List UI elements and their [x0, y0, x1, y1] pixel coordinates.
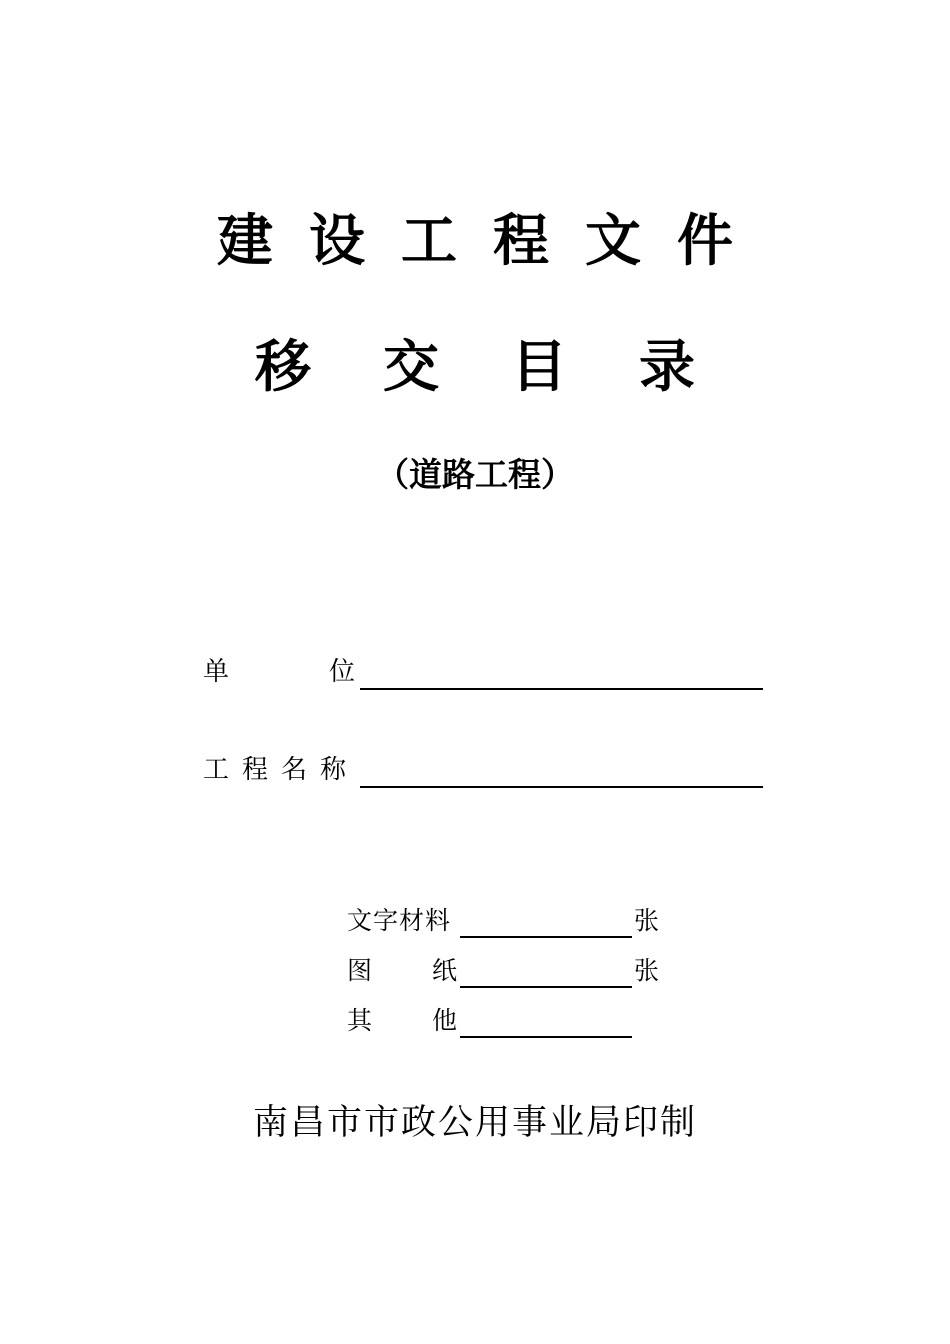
project-name-fill-line[interactable] [360, 786, 763, 788]
text-material-unit: 张 [634, 906, 660, 935]
unit-label: 单位 [203, 657, 456, 687]
unit-field [203, 650, 763, 690]
project-name-field [203, 748, 763, 788]
document-subtitle: （道路工程） [376, 455, 574, 494]
project-name-label: 工程名称 [203, 755, 360, 785]
other-count-row [347, 1002, 677, 1038]
unit-fill-line[interactable] [360, 688, 763, 690]
text-material-count-row [347, 902, 677, 938]
other-fill-line[interactable] [460, 1036, 632, 1038]
drawings-count-row [347, 952, 677, 988]
other-label: 其他 [347, 1006, 518, 1035]
drawings-label: 图纸 [347, 956, 518, 985]
document-title: 建设工程文件 [217, 209, 769, 274]
publisher-footer: 南昌市市政公用事业局印制 [252, 1103, 697, 1143]
document-title-line2: 移交目录 [255, 335, 767, 400]
text-material-fill-line[interactable] [460, 936, 632, 938]
drawings-fill-line[interactable] [460, 986, 632, 988]
text-material-label: 文字材料 [347, 906, 452, 935]
drawings-unit: 张 [634, 956, 660, 985]
